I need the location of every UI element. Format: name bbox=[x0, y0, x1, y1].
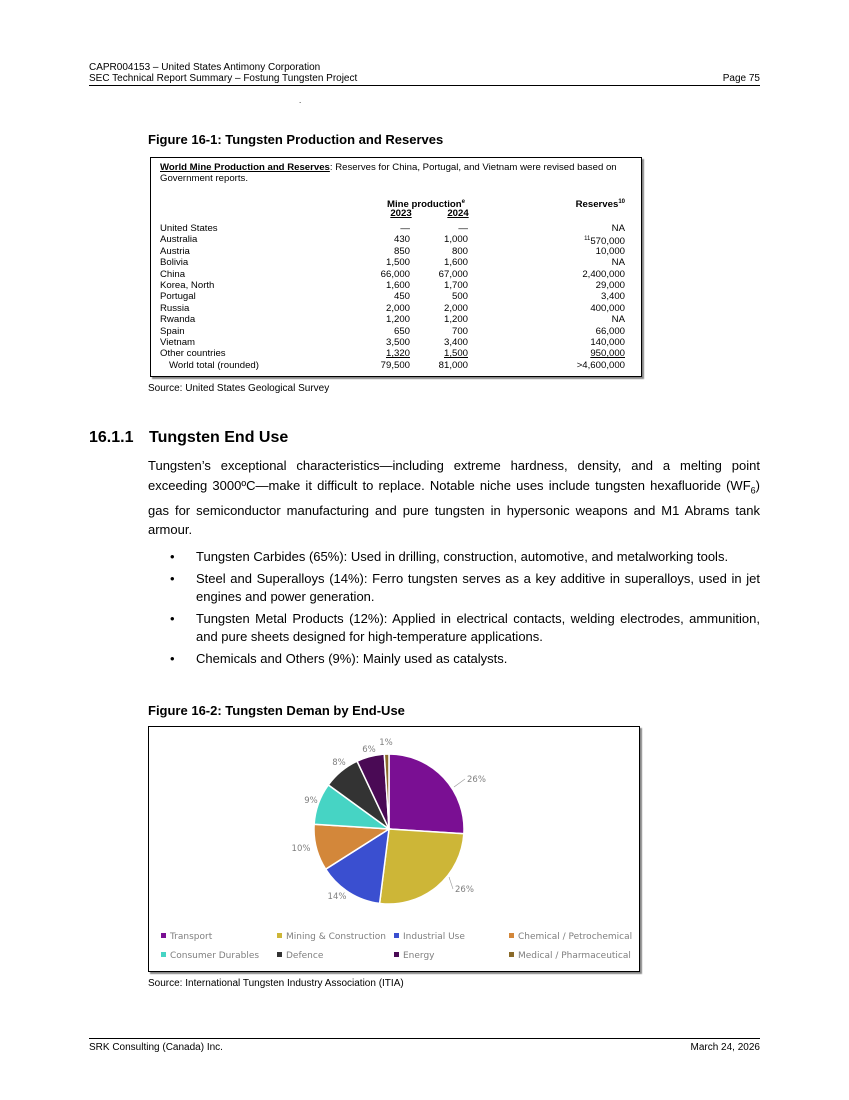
table-title bbox=[160, 162, 642, 173]
col-2024: 2024 bbox=[447, 208, 469, 219]
production-2024-cell: 1,700 bbox=[443, 280, 468, 291]
production-2024-cell: 2,000 bbox=[443, 302, 468, 314]
production-2023-cell: 450 bbox=[393, 291, 410, 303]
production-2023-cell: 66,000 bbox=[380, 268, 410, 280]
reserves-cell: NA bbox=[611, 223, 625, 234]
country-cell: Spain bbox=[160, 325, 185, 337]
section-heading bbox=[89, 429, 288, 447]
pie-data-label: 10% bbox=[291, 844, 311, 854]
country-cell: Australia bbox=[160, 234, 198, 246]
country-cell: China bbox=[160, 268, 186, 280]
table-row bbox=[160, 360, 630, 371]
country-cell: Vietnam bbox=[160, 337, 196, 348]
stray-dot: . bbox=[299, 96, 302, 105]
end-use-pie-chart bbox=[148, 726, 640, 972]
legend-item bbox=[394, 951, 435, 961]
pie-data-label: 6% bbox=[362, 745, 376, 755]
pie-data-label: 26% bbox=[455, 885, 474, 895]
table-title-rest: : Reserves for China, Portugal, and Vietnam were revised based on bbox=[329, 162, 617, 173]
section-number: 16.1.1 bbox=[89, 429, 134, 446]
production-2023-cell: 430 bbox=[393, 234, 410, 246]
legend-swatch bbox=[277, 952, 282, 957]
pie-data-label: 14% bbox=[327, 892, 347, 902]
pie-slice-mining-construction bbox=[380, 829, 464, 904]
production-2024-cell: 1,600 bbox=[443, 257, 468, 269]
legend-item bbox=[394, 932, 465, 942]
legend-item bbox=[277, 932, 386, 942]
production-2023-cell: 3,500 bbox=[385, 337, 410, 348]
col-mine-production: Mine production$^e$ bbox=[387, 199, 465, 211]
header-report-title: SEC Technical Report Summary – Fostung Tungsten Project bbox=[89, 73, 358, 84]
production-2024-cell: 1,500 bbox=[443, 348, 468, 360]
country-cell: Russia bbox=[160, 302, 190, 314]
pie-data-label: 1% bbox=[379, 738, 393, 748]
figure-1-title: Figure 16-1: Tungsten Production and Reserves bbox=[148, 132, 444, 147]
country-cell: United States bbox=[160, 223, 218, 234]
country-cell: Korea, North bbox=[160, 280, 215, 291]
production-2024-cell: 800 bbox=[451, 245, 468, 257]
table-row bbox=[160, 303, 630, 314]
pie-data-label: 8% bbox=[332, 758, 346, 768]
reserves-cell: NA bbox=[611, 314, 625, 326]
production-2023-cell: 1,500 bbox=[385, 257, 410, 269]
legend-swatch bbox=[161, 933, 166, 938]
list-item: • Steel and Superalloys (14%): Ferro tungsten serves as a key additive in superalloys, used in jet engines and power generation. bbox=[170, 571, 760, 604]
legend-item bbox=[161, 932, 212, 942]
reserves-cell: NA bbox=[611, 257, 625, 269]
country-cell: Austria bbox=[160, 245, 190, 257]
pie-slice-transport bbox=[389, 754, 464, 834]
production-2023-cell: 1,320 bbox=[385, 348, 410, 360]
reserves-cell: 140,000 bbox=[590, 337, 625, 348]
production-2024-cell: 3,400 bbox=[443, 337, 468, 348]
production-2023-cell: 850 bbox=[393, 245, 410, 257]
table-row bbox=[160, 337, 630, 348]
page-number: Page 75 bbox=[722, 73, 760, 84]
table-row bbox=[160, 326, 630, 337]
legend-item bbox=[161, 951, 259, 961]
production-2024-cell: 1,200 bbox=[443, 314, 468, 326]
production-2024-cell: — bbox=[458, 223, 468, 234]
list-item: • Chemicals and Others (9%): Mainly used as catalysts. bbox=[170, 651, 508, 666]
table-title-bold: World Mine Production and Reserves bbox=[160, 162, 330, 173]
table-row bbox=[160, 223, 630, 234]
col-2023: 2023 bbox=[390, 208, 412, 219]
legend-swatch bbox=[277, 933, 282, 938]
legend-swatch bbox=[509, 952, 514, 957]
leader-line bbox=[449, 877, 453, 889]
footer-rule bbox=[89, 1038, 760, 1039]
table-row bbox=[160, 314, 630, 325]
reserves-cell: $^{11}$570,000 bbox=[584, 236, 625, 248]
country-cell: World total (rounded) bbox=[169, 359, 259, 371]
header-rule bbox=[89, 85, 760, 86]
figure-1-source: Source: United States Geological Survey bbox=[148, 383, 330, 394]
production-2024-cell: 700 bbox=[451, 325, 468, 337]
table-row bbox=[160, 348, 630, 359]
production-2023-cell: 1,600 bbox=[385, 280, 410, 291]
legend-label: Mining & Construction bbox=[286, 932, 386, 942]
production-2024-cell: 67,000 bbox=[438, 268, 468, 280]
legend-item bbox=[509, 951, 631, 961]
table-row bbox=[160, 291, 630, 302]
production-2023-cell: 650 bbox=[393, 325, 410, 337]
figure-2-source: Source: International Tungsten Industry Association (ITIA) bbox=[148, 978, 404, 989]
production-2023-cell: 79,500 bbox=[380, 359, 410, 371]
legend-label: Industrial Use bbox=[403, 932, 465, 942]
list-item: • Tungsten Carbides (65%): Used in drilling, construction, automotive, and metalworking tools. bbox=[170, 549, 729, 564]
reserves-cell: >4,600,000 bbox=[576, 359, 625, 371]
production-2024-cell: 1,000 bbox=[443, 234, 468, 246]
col-reserves: Reserves$^{10}$ bbox=[575, 199, 625, 211]
reserves-cell: 66,000 bbox=[595, 325, 625, 337]
table-row bbox=[160, 234, 630, 248]
legend-label: Defence bbox=[286, 951, 324, 961]
page-header bbox=[89, 62, 357, 84]
figure-2-title: Figure 16-2: Tungsten Deman by End-Use bbox=[148, 703, 405, 718]
legend-label: Energy bbox=[403, 951, 435, 961]
country-cell: Portugal bbox=[160, 291, 196, 303]
table-row bbox=[160, 280, 630, 291]
pie-data-label: 9% bbox=[304, 796, 318, 806]
legend-item bbox=[509, 932, 632, 942]
legend-label: Medical / Pharmaceutical bbox=[518, 951, 631, 961]
section-title: Tungsten End Use bbox=[149, 429, 289, 446]
reserves-cell: 400,000 bbox=[590, 302, 625, 314]
legend-swatch bbox=[161, 952, 166, 957]
legend-label: Transport bbox=[170, 932, 213, 942]
table-row bbox=[160, 257, 630, 268]
production-reserves-table bbox=[150, 157, 642, 377]
header-company: CAPR004153 – United States Antimony Corporation bbox=[89, 62, 321, 73]
table-row bbox=[160, 246, 630, 257]
reserves-cell: 3,400 bbox=[600, 291, 625, 303]
legend-label: Consumer Durables bbox=[170, 951, 260, 961]
footer-date: March 24, 2026 bbox=[690, 1042, 760, 1053]
reserves-cell: 950,000 bbox=[590, 348, 625, 360]
footer-company: SRK Consulting (Canada) Inc. bbox=[89, 1042, 223, 1053]
production-2024-cell: 500 bbox=[451, 291, 468, 303]
production-2023-cell: 2,000 bbox=[385, 302, 410, 314]
legend-swatch bbox=[509, 933, 514, 938]
country-cell: Rwanda bbox=[160, 314, 196, 326]
legend-swatch bbox=[394, 933, 399, 938]
table-title-line2: Government reports. bbox=[160, 173, 248, 185]
reserves-cell: 2,400,000 bbox=[582, 268, 625, 280]
pie-data-label: 26% bbox=[467, 775, 486, 785]
country-cell: Bolivia bbox=[160, 257, 189, 269]
section-paragraph: Tungsten’s exceptional characteristics—including extreme hardness, density, and a melting point exceeding 3000ºC—make it difficult to replace. Notable niche uses include tungsten hexafluoride $(WF_6)$ gas for semiconductor manufacturing and pure tungsten in hypersonic weapons and M1 Abrams tank armour. bbox=[148, 458, 760, 538]
legend-swatch bbox=[394, 952, 399, 957]
end-use-list bbox=[148, 548, 760, 672]
production-2023-cell: — bbox=[400, 223, 410, 234]
legend-label: Chemical / Petrochemical bbox=[518, 932, 633, 942]
production-2023-cell: 1,200 bbox=[385, 314, 410, 326]
leader-line bbox=[454, 779, 465, 787]
country-cell: Other countries bbox=[160, 348, 226, 360]
list-item: • Tungsten Metal Products (12%): Applied in electrical contacts, welding electrodes, ammunition, and pure sheets designed for high-temperature applications. bbox=[170, 611, 760, 644]
table-row bbox=[160, 269, 630, 280]
reserves-cell: 10,000 bbox=[595, 245, 625, 257]
reserves-cell: 29,000 bbox=[595, 280, 625, 291]
production-2024-cell: 81,000 bbox=[438, 359, 468, 371]
legend-item bbox=[277, 951, 323, 961]
